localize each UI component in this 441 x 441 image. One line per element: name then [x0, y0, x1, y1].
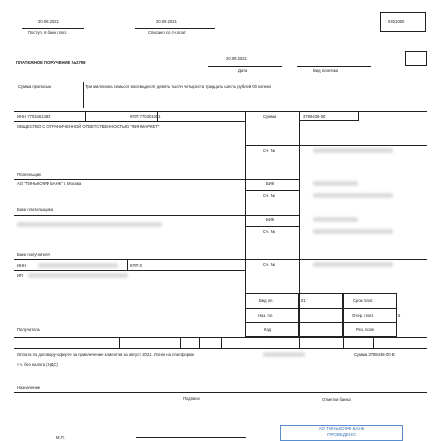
divider	[245, 190, 299, 191]
divider	[180, 337, 181, 348]
divider	[14, 270, 245, 271]
divider	[119, 337, 120, 348]
payer-name: ОБЩЕСТВО С ОГРАНИЧЕННОЙ ОТВЕТСТВЕННОСТЬЮ "ФИНМАРКЕТ"	[17, 124, 160, 129]
divider	[245, 215, 299, 216]
och-plat-label: Очер. плат.	[352, 313, 374, 318]
order-date-label: Дата	[238, 68, 248, 73]
purpose-vat: т.ч. без налога (НДС)	[17, 362, 58, 367]
sum-label: Сумма	[263, 114, 277, 119]
redacted-payer-corr-account	[313, 193, 393, 198]
date-received: 20.09.2021	[38, 19, 59, 24]
divider	[14, 111, 427, 112]
divider	[299, 322, 343, 323]
acct4-label: Сч. №	[263, 262, 275, 267]
divider	[199, 337, 200, 348]
bik2-label: БИК	[266, 217, 275, 222]
stamp-line2: ПРОВЕДЕНО	[327, 432, 356, 437]
redacted-login	[263, 352, 305, 357]
divider	[22, 28, 84, 29]
payer-kpp: КПП 770301001	[130, 114, 161, 119]
redacted-payer-account	[313, 148, 393, 153]
srok-plat-label: Срок плат.	[353, 298, 374, 303]
payee-bank-label: Банк получателя	[17, 252, 50, 257]
divider	[85, 111, 86, 121]
divider	[245, 226, 299, 227]
empty-code-box	[405, 51, 427, 66]
redacted-payee-bank-name	[17, 222, 162, 227]
divider	[221, 337, 222, 348]
divider	[127, 259, 128, 270]
divider	[14, 392, 427, 393]
sum-value-box	[299, 111, 359, 121]
divider	[299, 308, 343, 309]
form-code: 0401060	[388, 19, 405, 24]
order-date: 20.09.2021	[226, 56, 247, 61]
payee-name: ИП	[17, 273, 24, 278]
purpose-text: Оплата по договору-оферте за привлечение клиентов за август 2021. Логин на платформе	[17, 352, 195, 357]
payer-bank-label: Банк плательщика	[17, 207, 54, 212]
divider	[245, 179, 299, 180]
date-debited: 20.09.2021	[156, 19, 177, 24]
purpose-label: Назначение	[17, 385, 41, 390]
divider	[245, 145, 427, 146]
naz-pl-label: Наз. пл.	[258, 313, 274, 318]
payer-label: Плательщик	[17, 172, 41, 177]
bank-marks-label: Отметки банка	[322, 397, 351, 402]
payer-bank-name: АО "ТИНЬКОФФ БАНК" г. Москва	[17, 181, 82, 186]
purpose-sum-ref: Сумма 3789436-00 В	[354, 352, 395, 357]
vid-op-value: 01	[301, 298, 306, 303]
mp-label: М.П.	[56, 435, 65, 440]
bank-stamp	[280, 425, 403, 441]
divider	[245, 259, 427, 260]
date-received-label: Поступ. в банк плат.	[28, 30, 67, 35]
divider	[208, 66, 282, 67]
signatures-label: Подписи	[183, 396, 200, 401]
divider	[373, 337, 374, 348]
divider	[14, 259, 245, 260]
divider	[299, 337, 300, 348]
bik-label: БИК	[266, 181, 275, 186]
order-title: ПЛАТЕЖНОЕ ПОРУЧЕНИЕ №2798	[16, 60, 86, 65]
signature-line	[136, 437, 246, 438]
vid-op-label: Вид оп.	[259, 298, 274, 303]
redacted-payee-inn	[38, 263, 118, 268]
redacted-payee-bik	[313, 217, 358, 222]
payee-inn: ИНН	[17, 263, 27, 268]
form-code-box	[380, 12, 426, 32]
och-plat-value: 5	[398, 313, 401, 318]
acct-label: Сч. №	[263, 148, 275, 153]
divider	[14, 348, 427, 349]
divider	[297, 66, 371, 67]
redacted-payer-bik	[313, 181, 358, 186]
divider	[343, 337, 344, 348]
payee-label: Получатель	[17, 327, 40, 332]
divider	[14, 179, 245, 180]
acct3-label: Сч. №	[263, 229, 275, 234]
divider	[83, 82, 84, 108]
divider	[343, 322, 397, 323]
payment-type-label: Вид платежа	[313, 68, 338, 73]
divider	[135, 28, 215, 29]
amount-words-text: Три миллиона семьсот восемьдесят девять тысяч четыреста тридцать шесть рублей 00 копеек	[85, 84, 272, 89]
divider	[343, 308, 397, 309]
divider	[14, 121, 245, 122]
divider	[14, 215, 245, 216]
kod-label: Код	[264, 327, 272, 332]
stamp-line1: АО ТИНЬКОФФ БАНК	[318, 426, 365, 431]
divider	[245, 308, 299, 309]
divider	[245, 322, 299, 323]
date-debited-label: Списано со сч.плат.	[148, 30, 187, 35]
amount-words-label: Сумма прописью	[18, 84, 52, 89]
acct2-label: Сч. №	[263, 193, 275, 198]
payer-inn: ИНН 7703461382	[17, 114, 51, 119]
rez-pole-label: Рез. поле	[356, 327, 375, 332]
sum-value: 3789436-00	[303, 114, 326, 119]
redacted-payee-corr-account	[313, 229, 393, 234]
redacted-payee-account	[313, 262, 393, 267]
redacted-payee-name	[28, 273, 128, 278]
payee-kpp: КПП 0	[130, 263, 142, 268]
